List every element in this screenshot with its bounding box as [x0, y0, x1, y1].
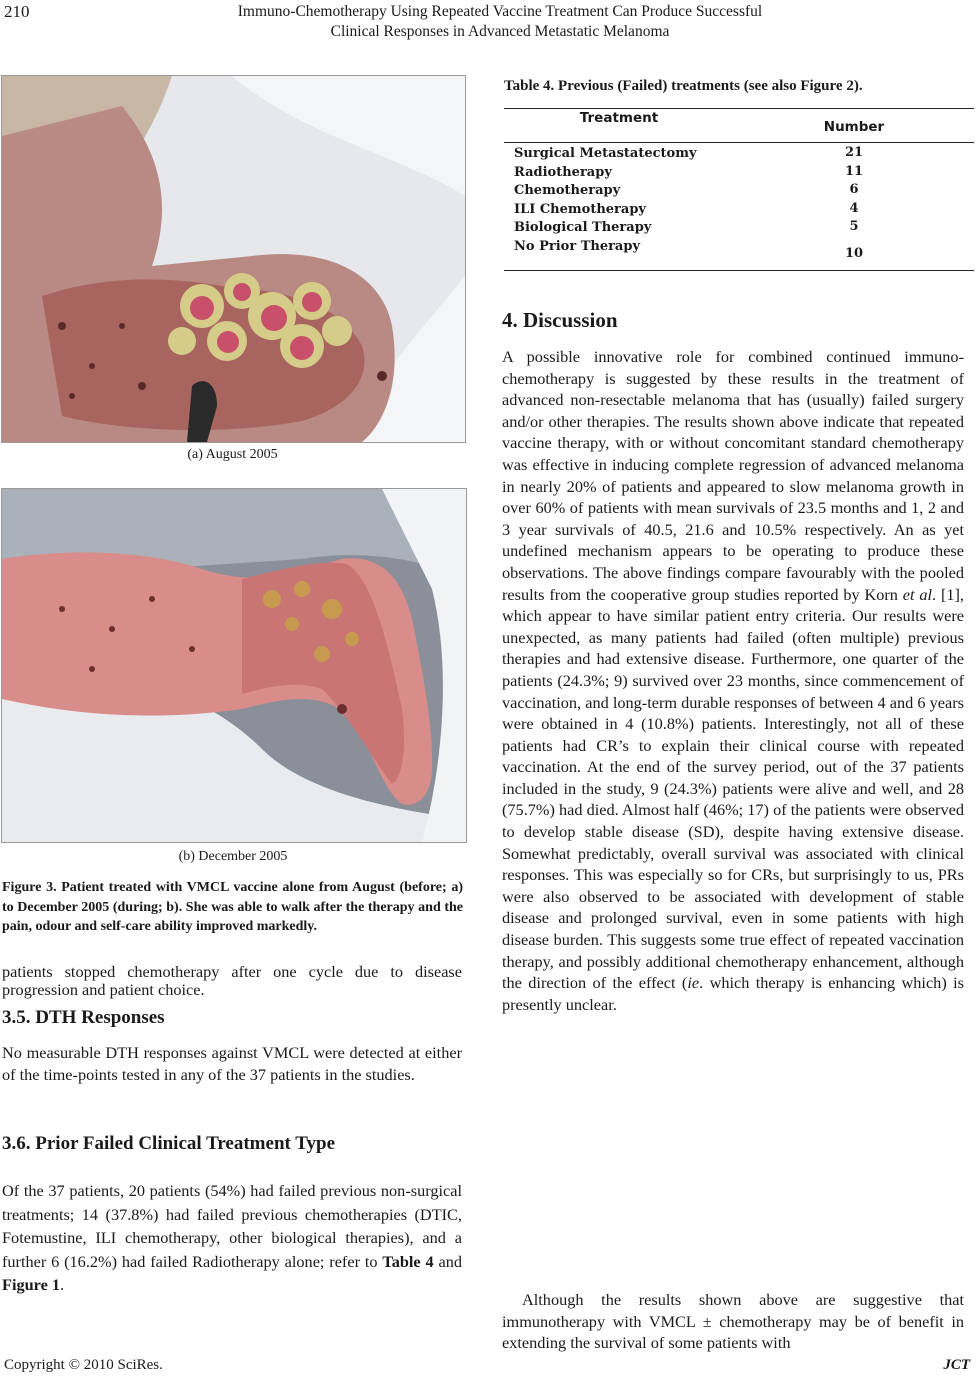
table-row — [514, 237, 974, 263]
figure-1-reference: Figure 1 — [2, 1275, 61, 1294]
discussion-heading: 4. Discussion — [502, 308, 618, 332]
table-top-rule — [504, 108, 974, 109]
section-3-6-text: Of the 37 patients, 20 patients (54%) had failed previous non-surgical treatments; 14 (37.8%) had failed previous chemotherapies (DTIC, Fotemustine, ILI chemotherapy, other biological therapies), and a further 6 (16.2%) had failed Radiotherapy alone; refer to — [2, 1181, 462, 1271]
running-title — [160, 2, 840, 42]
figure-3b-photo — [1, 488, 467, 843]
running-title-line1: Immuno-Chemotherapy Using Repeated Vaccine Treatment Can Produce Successful — [237, 3, 763, 20]
table-row — [514, 144, 974, 163]
running-title-line2: Clinical Responses in Advanced Metastatic Melanoma — [330, 23, 670, 40]
cell-treatment: Biological Therapy — [514, 220, 652, 235]
page-number: 210 — [4, 2, 30, 21]
table-row — [514, 181, 974, 200]
leg-photo-december-image — [2, 489, 466, 842]
continuation-paragraph: patients stopped chemotherapy after one cycle due to disease progression and patient choice. — [2, 962, 462, 999]
figure-3a-photo — [1, 75, 466, 443]
discussion-et-al: et al — [902, 584, 933, 604]
table-bottom-rule — [504, 270, 974, 271]
cell-treatment: Chemotherapy — [514, 183, 621, 198]
cell-treatment: Surgical Metastatectomy — [514, 146, 697, 161]
cell-number: 21 — [844, 145, 864, 160]
section-3-5-heading: 3.5. DTH Responses — [2, 1007, 165, 1028]
cell-treatment: Radiotherapy — [514, 164, 612, 180]
discussion-text-c: . which therapy is enhancing which) is presently unclear. — [502, 973, 964, 1014]
section-3-6-heading: 3.6. Prior Failed Clinical Treatment Type — [2, 1133, 336, 1154]
journal-abbreviation: JCT — [943, 1357, 970, 1373]
cell-number: 5 — [849, 219, 859, 234]
copyright-footer: Copyright © 2010 SciRes. — [4, 1357, 163, 1373]
discussion-paragraph-1 — [502, 346, 964, 1015]
discussion-text-b: . [1], which appear to have similar patient entry criteria. Our results were unexpected, as many patients had failed (often multiple) previous therapies and had extensive disease. Furthermore, one quarter of the patients (24.3%; 9) survived over 23 months, since commencement of vaccination, and long-term durable responses of between 4 and 6 years were obtained in 4 (10.8%) patients. Interestingly, not all of these patients had CR’s to explain their clinical course with repeated vaccination. At the end of the survey period, out of the 37 patients included in the study, 9 (24.3%) patients were alive and well, and 28 (75.7%) had died. Almost half (46%; 17) of the patients were observed to develop stable disease (SD), despite having extensive disease. Somewhat predictably, overall survival was associated with clinical responses. This was especially so for CRs, but surprisingly to us, PRs were also observed to be associated with development of stable disease and prolonged survival, even in some patients with high disease burden. This suggests some true effect of repeated vaccination therapy, and possibly additional chemotherapy enhancement, although the direction of the effect ( — [502, 584, 964, 993]
cell-number: 4 — [849, 200, 859, 216]
figure-3a-caption: (a) August 2005 — [187, 447, 278, 462]
discussion-paragraph-2: Although the results shown above are suggestive that immunotherapy with VMCL ± chemotherapy may be of benefit in extending the survival of some patients with — [502, 1290, 964, 1353]
table-body — [514, 144, 974, 263]
table-4-reference: Table 4 — [382, 1251, 434, 1271]
column-header-number: Number — [823, 119, 885, 135]
section-3-6-end: . — [60, 1275, 65, 1294]
discussion-text-a: A possible innovative role for combined continued immuno-chemotherapy is suggested by these results in the treatment of advanced non-resectable melanoma that has (usually) failed surgery and/or other therapies. The results shown above indicate that repeated vaccine therapy, with or without concomitant standard chemotherapy was effective in inducing complete regression of advanced melanoma in nearly 20% of patients and appeared to slow melanoma growth in over 60% of patients with mean survivals of 23.5 months and 1, 2 and 3 year survivals of 40.5, 21.6 and 10.5% respectively. An as yet undefined mechanism appears to be operating to produce these observations. The above findings compare favourably with the pooled results from the cooperative group studies reported by Korn — [502, 347, 964, 604]
table-4-title: Table 4. Previous (Failed) treatments (see also Figure 2). — [504, 78, 863, 94]
column-header-treatment: Treatment — [579, 110, 659, 126]
cell-number: 10 — [844, 245, 864, 261]
section-3-6-and: and — [433, 1251, 462, 1271]
figure-3b-caption: (b) December 2005 — [178, 849, 288, 864]
table-row — [514, 218, 974, 237]
leg-photo-august-image — [2, 76, 465, 442]
table-row — [514, 200, 974, 219]
cell-number: 11 — [844, 163, 864, 179]
section-3-6-paragraph — [2, 1179, 462, 1297]
cell-number: 6 — [849, 182, 859, 197]
table-header-rule — [504, 142, 974, 143]
cell-treatment: ILI Chemotherapy — [514, 201, 646, 217]
discussion-ie: ie — [687, 973, 700, 993]
section-3-5-paragraph: No measurable DTH responses against VMCL were detected at either of the time-points tested in any of the 37 patients in the studies. — [2, 1043, 462, 1084]
figure-3-caption: Figure 3. Patient treated with VMCL vaccine alone from August (before; a) to December 2005 (during; b). She was able to walk after the therapy and the pain, odour and self-care ability improved markedly. — [2, 880, 463, 934]
cell-treatment: No Prior Therapy — [514, 238, 641, 254]
table-row — [514, 163, 974, 182]
